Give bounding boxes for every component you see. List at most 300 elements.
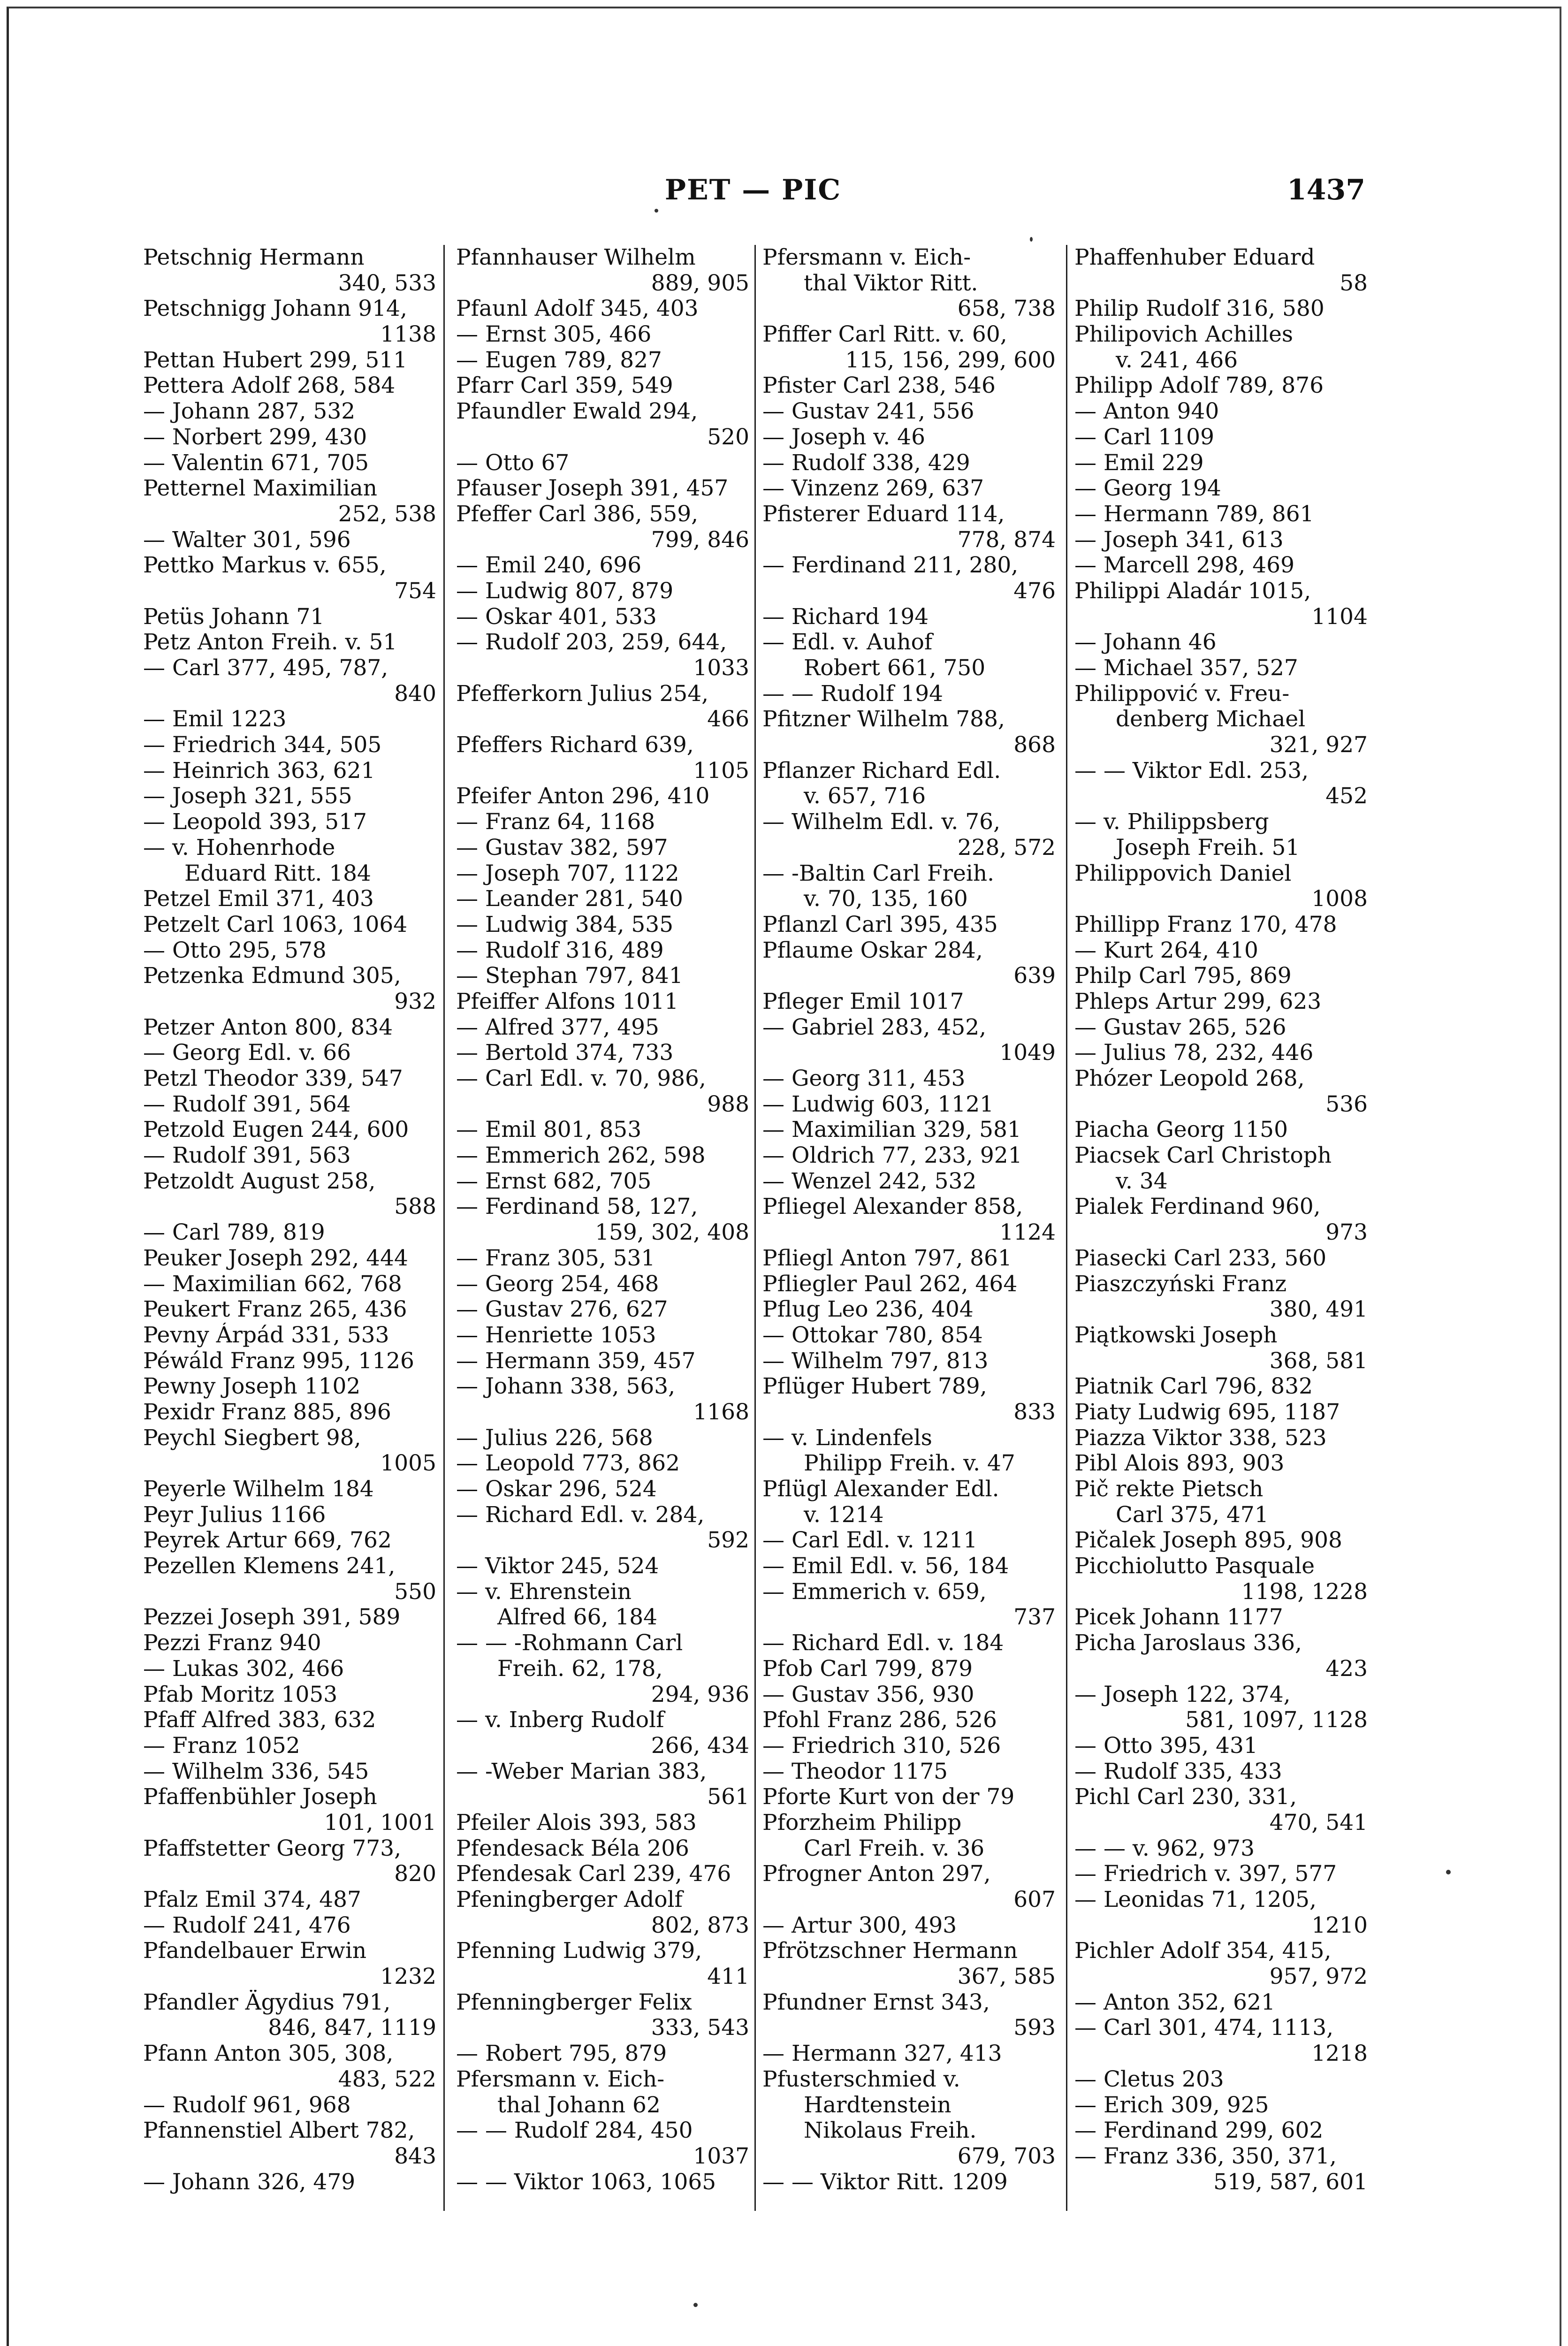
index-entry: 840 — [394, 681, 436, 707]
index-entry: — — Rudolf 284, 450 — [456, 2118, 693, 2144]
index-entry: 423 — [1325, 1656, 1368, 1682]
index-entry: Freih. 62, 178, — [497, 1656, 663, 1682]
index-entry: Eduard Ritt. 184 — [184, 861, 371, 886]
index-entry: — -Baltin Carl Freih. — [762, 861, 995, 886]
index-entry: Phózer Leopold 268, — [1074, 1066, 1305, 1091]
index-entry: — Ludwig 807, 879 — [456, 578, 674, 604]
print-speck — [693, 2303, 698, 2307]
index-entry: 550 — [394, 1579, 436, 1605]
index-entry: 294, 936 — [651, 1682, 749, 1707]
index-entry: v. 657, 716 — [804, 784, 926, 809]
index-entry: — Ferdinand 211, 280, — [762, 553, 1019, 579]
index-entry: Pexidr Franz 885, 896 — [143, 1399, 391, 1425]
index-entry: Pfaundler Ewald 294, — [456, 399, 698, 425]
index-entry: Pfeffers Richard 639, — [456, 732, 694, 758]
index-entry: — Johann 338, 563, — [456, 1374, 676, 1400]
index-entry: Petz Anton Freih. v. 51 — [143, 630, 397, 655]
index-entry: — Kurt 264, 410 — [1074, 937, 1258, 963]
index-entry: 1218 — [1311, 2041, 1368, 2067]
index-entry: — Georg 311, 453 — [762, 1066, 966, 1091]
index-entry: Petschnigg Johann 914, — [143, 296, 407, 322]
index-entry: Pfliegl Anton 797, 861 — [762, 1245, 1012, 1271]
index-entry: 973 — [1325, 1220, 1368, 1246]
index-entry: — Emil Edl. v. 56, 184 — [762, 1554, 1009, 1579]
index-entry: Pezellen Klemens 241, — [143, 1554, 396, 1579]
index-entry: Picek Johann 1177 — [1074, 1605, 1283, 1630]
index-entry: Pettera Adolf 268, 584 — [143, 373, 396, 399]
index-entry: 252, 538 — [338, 501, 436, 527]
index-entry: — Julius 226, 568 — [456, 1425, 653, 1451]
index-entry: Pfefferkorn Julius 254, — [456, 681, 709, 707]
index-entry: Pfitzner Wilhelm 788, — [762, 707, 1005, 732]
index-entry: — — Rudolf 194 — [762, 681, 943, 707]
index-entry: 1138 — [380, 322, 436, 348]
index-entry: Pfandelbauer Erwin — [143, 1938, 367, 1964]
index-entry: 846, 847, 1119 — [268, 2015, 436, 2041]
index-entry: — Johann 326, 479 — [143, 2169, 356, 2195]
index-entry: Petüs Johann 71 — [143, 604, 325, 630]
index-entry: 592 — [707, 1528, 749, 1554]
index-entry: v. 1214 — [804, 1502, 884, 1528]
index-entry: — Rudolf 316, 489 — [456, 937, 664, 963]
index-entry: Pichl Carl 230, 331, — [1074, 1784, 1297, 1810]
index-entry: — — v. 962, 973 — [1074, 1836, 1255, 1861]
index-entry: — Wilhelm Edl. v. 76, — [762, 809, 1001, 835]
index-entry: Pfaunl Adolf 345, 403 — [456, 296, 699, 322]
index-entry: 843 — [394, 2143, 436, 2169]
index-entry: — Joseph 707, 1122 — [456, 861, 679, 886]
index-entry: 340, 533 — [338, 270, 436, 296]
index-entry: Pfeningberger Adolf — [456, 1887, 683, 1912]
index-entry: — Emil 229 — [1074, 450, 1204, 476]
index-entry: Pfann Anton 305, 308, — [143, 2041, 394, 2067]
index-entry: — — -Rohmann Carl — [456, 1630, 683, 1656]
index-entry: Piasecki Carl 233, 560 — [1074, 1245, 1327, 1271]
index-entry: — — Viktor Edl. 253, — [1074, 758, 1309, 784]
index-entry: — Hermann 359, 457 — [456, 1348, 696, 1374]
index-entry: 889, 905 — [651, 270, 749, 296]
index-entry: 1232 — [380, 1964, 436, 1990]
index-entry: Piatnik Carl 796, 832 — [1074, 1374, 1313, 1400]
index-entry: Pezzi Franz 940 — [143, 1630, 321, 1656]
index-entry: Philippović v. Freu- — [1074, 681, 1290, 707]
index-entry: 957, 972 — [1269, 1964, 1368, 1990]
index-entry: — Georg 194 — [1074, 476, 1221, 502]
index-entry: Phillipp Franz 170, 478 — [1074, 912, 1337, 937]
index-entry: Pflaume Oskar 284, — [762, 937, 983, 963]
index-entry: Picchiolutto Pasquale — [1074, 1554, 1315, 1579]
index-column-4 — [1074, 245, 1368, 2195]
index-entry: 520 — [707, 424, 749, 450]
index-entry: 679, 703 — [957, 2143, 1056, 2169]
index-entry: Petzold Eugen 244, 600 — [143, 1117, 409, 1143]
index-entry: v. 241, 466 — [1116, 347, 1238, 373]
index-entry: — Joseph 341, 613 — [1074, 527, 1284, 553]
index-entry: Pfendesack Béla 206 — [456, 1836, 689, 1861]
index-entry: — Eugen 789, 827 — [456, 347, 662, 373]
index-entry: Pfisterer Eduard 114, — [762, 501, 1005, 527]
index-entry: — Wilhelm 336, 545 — [143, 1759, 369, 1784]
index-entry: — Gustav 265, 526 — [1074, 1014, 1286, 1040]
index-entry: Péwáld Franz 995, 1126 — [143, 1348, 414, 1374]
index-entry: Petzl Theodor 339, 547 — [143, 1066, 403, 1091]
index-entry: Peyrek Artur 669, 762 — [143, 1528, 392, 1554]
index-entry: 607 — [1013, 1887, 1056, 1912]
index-entry: Petzel Emil 371, 403 — [143, 886, 374, 912]
index-entry: Pfrötzschner Hermann — [762, 1938, 1018, 1964]
index-entry: — Rudolf 391, 563 — [143, 1143, 351, 1169]
index-entry: Carl Freih. v. 36 — [804, 1836, 985, 1861]
index-entry: — Joseph 122, 374, — [1074, 1682, 1291, 1707]
index-entry: Pichler Adolf 354, 415, — [1074, 1938, 1332, 1964]
index-entry: Pfalz Emil 374, 487 — [143, 1887, 361, 1912]
index-entry: — Carl 1109 — [1074, 424, 1214, 450]
index-entry: Piazza Viktor 338, 523 — [1074, 1425, 1327, 1451]
index-entry: Philp Carl 795, 869 — [1074, 963, 1292, 989]
page-header — [141, 174, 1365, 216]
index-entry: 228, 572 — [957, 835, 1056, 861]
index-entry: Pfeifer Anton 296, 410 — [456, 784, 710, 809]
index-entry: Petzelt Carl 1063, 1064 — [143, 912, 408, 937]
column-rule — [1066, 245, 1067, 2211]
index-entry: 1033 — [693, 655, 749, 681]
index-entry: — Ernst 682, 705 — [456, 1168, 652, 1194]
index-entry: Pfleger Emil 1017 — [762, 989, 964, 1014]
index-entry: — Ernst 305, 466 — [456, 322, 652, 348]
index-entry: — Rudolf 335, 433 — [1074, 1759, 1282, 1784]
index-entry: — Robert 795, 879 — [456, 2041, 667, 2067]
index-entry: 1105 — [693, 758, 749, 784]
index-entry: 476 — [1013, 578, 1056, 604]
index-entry: — Michael 357, 527 — [1074, 655, 1298, 681]
index-entry: — Julius 78, 232, 446 — [1074, 1040, 1314, 1066]
index-entry: Pfliegler Paul 262, 464 — [762, 1271, 1018, 1297]
index-entry: Pflüger Hubert 789, — [762, 1374, 987, 1400]
index-entry: Pfeffer Carl 386, 559, — [456, 501, 699, 527]
index-entry: — Rudolf 391, 564 — [143, 1091, 351, 1117]
index-entry: 1124 — [999, 1220, 1056, 1246]
index-entry: — Valentin 671, 705 — [143, 450, 369, 476]
index-entry: 367, 585 — [957, 1964, 1056, 1990]
index-entry: 833 — [1013, 1399, 1056, 1425]
index-entry: 820 — [394, 1861, 436, 1887]
index-entry: — Richard 194 — [762, 604, 929, 630]
index-entry: — Ludwig 603, 1121 — [762, 1091, 994, 1117]
index-entry: — Artur 300, 493 — [762, 1912, 957, 1938]
index-entry: — Cletus 203 — [1074, 2066, 1224, 2092]
index-entry: 593 — [1013, 2015, 1056, 2041]
index-entry: 868 — [1013, 732, 1056, 758]
index-entry: — Edl. v. Auhof — [762, 630, 933, 655]
index-entry: — v. Inberg Rudolf — [456, 1707, 664, 1733]
index-entry: Petzoldt August 258, — [143, 1168, 376, 1194]
index-entry: 561 — [707, 1784, 749, 1810]
index-entry: — Viktor 245, 524 — [456, 1554, 659, 1579]
index-entry: Pfendesak Carl 239, 476 — [456, 1861, 731, 1887]
index-entry: — Marcell 298, 469 — [1074, 553, 1294, 579]
index-entry: — Oskar 296, 524 — [456, 1477, 657, 1502]
index-entry: — Joseph v. 46 — [762, 424, 925, 450]
index-entry: — Rudolf 338, 429 — [762, 450, 970, 476]
index-entry: Picha Jaroslaus 336, — [1074, 1630, 1302, 1656]
index-entry: — Ferdinand 58, 127, — [456, 1194, 698, 1220]
index-entry: Robert 661, 750 — [804, 655, 986, 681]
index-entry: — Otto 295, 578 — [143, 937, 327, 963]
index-entry: — Maximilian 662, 768 — [143, 1271, 402, 1297]
index-entry: 1198, 1228 — [1241, 1579, 1368, 1605]
index-entry: 380, 491 — [1269, 1297, 1368, 1323]
index-entry: Peukert Franz 265, 436 — [143, 1297, 407, 1323]
index-entry: — Oskar 401, 533 — [456, 604, 657, 630]
index-entry: Pibl Alois 893, 903 — [1074, 1451, 1285, 1477]
index-entry: — v. Ehrenstein — [456, 1579, 632, 1605]
index-entry: — Georg Edl. v. 66 — [143, 1040, 351, 1066]
index-entry: — Richard Edl. v. 184 — [762, 1630, 1004, 1656]
index-entry: — Gustav 382, 597 — [456, 835, 668, 861]
print-speck — [1446, 1870, 1451, 1874]
index-entry: — Friedrich 310, 526 — [762, 1733, 1001, 1759]
index-entry: Pfarr Carl 359, 549 — [456, 373, 673, 399]
index-entry: Pfister Carl 238, 546 — [762, 373, 996, 399]
index-entry: 1005 — [380, 1451, 436, 1477]
index-entry: — Norbert 299, 430 — [143, 424, 367, 450]
index-entry: — Hermann 327, 413 — [762, 2041, 1002, 2067]
index-entry: Pforzheim Philipp — [762, 1810, 962, 1836]
index-entry: 483, 522 — [338, 2066, 436, 2092]
index-entry: — Anton 352, 621 — [1074, 1989, 1275, 2015]
index-entry: Pialek Ferdinand 960, — [1074, 1194, 1321, 1220]
index-entry: Pettko Markus v. 655, — [143, 553, 387, 579]
index-entry: Alfred 66, 184 — [497, 1605, 658, 1630]
index-entry: — Heinrich 363, 621 — [143, 758, 375, 784]
index-entry: v. 70, 135, 160 — [804, 886, 968, 912]
index-entry: Philippovich Daniel — [1074, 861, 1292, 886]
index-entry: 519, 587, 601 — [1213, 2169, 1368, 2195]
index-entry: Pfohl Franz 286, 526 — [762, 1707, 997, 1733]
index-entry: — Emmerich 262, 598 — [456, 1143, 706, 1169]
index-entry: Peychl Siegbert 98, — [143, 1425, 361, 1451]
index-entry: Pfrogner Anton 297, — [762, 1861, 991, 1887]
index-entry: — Rudolf 241, 476 — [143, 1912, 351, 1938]
index-entry: Peyerle Wilhelm 184 — [143, 1477, 374, 1502]
index-entry: Nikolaus Freih. — [804, 2118, 977, 2144]
index-entry: — Carl 377, 495, 787, — [143, 655, 388, 681]
index-entry: Philipp Adolf 789, 876 — [1074, 373, 1324, 399]
index-entry: — Emil 240, 696 — [456, 553, 642, 579]
index-entry: — Leopold 393, 517 — [143, 809, 367, 835]
index-entry: Pfundner Ernst 343, — [762, 1989, 990, 2015]
index-entry: 368, 581 — [1269, 1348, 1368, 1374]
index-entry: 470, 541 — [1269, 1810, 1368, 1836]
index-entry: — Lukas 302, 466 — [143, 1656, 344, 1682]
index-entry: 988 — [707, 1091, 749, 1117]
index-entry: — Leander 281, 540 — [456, 886, 683, 912]
print-speck — [1030, 237, 1033, 242]
index-entry: — Oldrich 77, 233, 921 — [762, 1143, 1022, 1169]
index-entry: — Theodor 1175 — [762, 1759, 948, 1784]
index-entry: Piaszczyński Franz — [1074, 1271, 1287, 1297]
index-entry: Petzer Anton 800, 834 — [143, 1014, 393, 1040]
index-entry: Pičalek Joseph 895, 908 — [1074, 1528, 1342, 1554]
index-entry: Joseph Freih. 51 — [1116, 835, 1300, 861]
index-entry: 658, 738 — [957, 296, 1056, 322]
index-entry: Pfaffenbühler Joseph — [143, 1784, 377, 1810]
index-entry: — Georg 254, 468 — [456, 1271, 659, 1297]
index-entry: 266, 434 — [651, 1733, 749, 1759]
index-entry: Pfab Moritz 1053 — [143, 1682, 338, 1707]
index-entry: — Walter 301, 596 — [143, 527, 351, 553]
index-entry: 737 — [1013, 1605, 1056, 1630]
index-entry: Pfenningberger Felix — [456, 1989, 692, 2015]
index-entry: — — Viktor 1063, 1065 — [456, 2169, 716, 2195]
index-entry: Pfenning Ludwig 379, — [456, 1938, 702, 1964]
index-entry: Pfauser Joseph 391, 457 — [456, 476, 729, 502]
index-entry: Pevny Árpád 331, 533 — [143, 1322, 389, 1348]
index-entry: Pettan Hubert 299, 511 — [143, 347, 408, 373]
index-entry: Petternel Maximilian — [143, 476, 378, 502]
index-entry: 932 — [394, 989, 436, 1014]
index-entry: — -Weber Marian 383, — [456, 1759, 707, 1784]
index-entry: Pfandler Ägydius 791, — [143, 1989, 391, 2015]
index-entry: Philipp Freih. v. 47 — [804, 1451, 1015, 1477]
index-entry: Pfersmann v. Eich- — [456, 2066, 665, 2092]
index-entry: — Emmerich v. 659, — [762, 1579, 987, 1605]
index-entry: — Bertold 374, 733 — [456, 1040, 674, 1066]
index-entry: Phleps Artur 299, 623 — [1074, 989, 1322, 1014]
index-entry: — Leopold 773, 862 — [456, 1451, 680, 1477]
column-rule — [754, 245, 756, 2211]
index-entry: 58 — [1340, 270, 1368, 296]
index-entry: — Ferdinand 299, 602 — [1074, 2118, 1324, 2144]
index-entry: 1210 — [1311, 1912, 1368, 1938]
index-entry: 115, 156, 299, 600 — [845, 347, 1056, 373]
index-entry: — — Viktor Ritt. 1209 — [762, 2169, 1008, 2195]
index-entry: — Franz 305, 531 — [456, 1245, 655, 1271]
index-entry: Pfliegel Alexander 858, — [762, 1194, 1023, 1220]
index-entry: — Johann 287, 532 — [143, 399, 356, 425]
index-entry: 321, 927 — [1269, 732, 1368, 758]
index-entry: — Ottokar 780, 854 — [762, 1322, 983, 1348]
index-entry: — v. Lindenfels — [762, 1425, 932, 1451]
index-entry: denberg Michael — [1116, 707, 1306, 732]
index-entry: Piaty Ludwig 695, 1187 — [1074, 1399, 1340, 1425]
index-entry: 778, 874 — [957, 527, 1056, 553]
index-entry: Philipovich Achilles — [1074, 322, 1294, 348]
index-entry: Piacha Georg 1150 — [1074, 1117, 1288, 1143]
index-entry: — Franz 1052 — [143, 1733, 300, 1759]
index-entry: — Maximilian 329, 581 — [762, 1117, 1021, 1143]
index-entry: Pfannenstiel Albert 782, — [143, 2118, 415, 2144]
index-entry: — Gustav 241, 556 — [762, 399, 974, 425]
index-entry: — Wenzel 242, 532 — [762, 1168, 977, 1194]
index-entry: — Friedrich v. 397, 577 — [1074, 1861, 1337, 1887]
index-entry: — Gustav 356, 930 — [762, 1682, 974, 1707]
index-entry: 1104 — [1311, 604, 1368, 630]
index-entry: thal Johann 62 — [497, 2092, 661, 2118]
index-entry: — Ludwig 384, 535 — [456, 912, 674, 937]
index-entry: — Stephan 797, 841 — [456, 963, 683, 989]
index-entry: Philippi Aladár 1015, — [1074, 578, 1311, 604]
index-entry: 581, 1097, 1128 — [1185, 1707, 1368, 1733]
index-entry: — v. Philippsberg — [1074, 809, 1269, 835]
index-entry: — Gabriel 283, 452, — [762, 1014, 987, 1040]
index-entry: Pforte Kurt von der 79 — [762, 1784, 1015, 1810]
index-entry: 639 — [1013, 963, 1056, 989]
index-entry: 799, 846 — [651, 527, 749, 553]
index-entry: 452 — [1325, 784, 1368, 809]
index-entry: Pfeiler Alois 393, 583 — [456, 1810, 697, 1836]
index-entry: — v. Hohenrhode — [143, 835, 335, 861]
index-entry: 466 — [707, 707, 749, 732]
index-entry: — Anton 940 — [1074, 399, 1219, 425]
index-entry: Petzenka Edmund 305, — [143, 963, 401, 989]
index-entry: — Otto 395, 431 — [1074, 1733, 1258, 1759]
index-entry: Peyr Julius 1166 — [143, 1502, 326, 1528]
index-entry: Pezzei Joseph 391, 589 — [143, 1605, 401, 1630]
index-entry: — Carl 301, 474, 1113, — [1074, 2015, 1334, 2041]
index-entry: Petschnig Hermann — [143, 245, 365, 270]
index-entry: Hardtenstein — [804, 2092, 951, 2118]
index-entry: Carl 375, 471 — [1116, 1502, 1269, 1528]
index-entry: 588 — [394, 1194, 436, 1220]
index-entry: Pewny Joseph 1102 — [143, 1374, 361, 1400]
index-column-3 — [762, 245, 1056, 2195]
index-entry: 1168 — [693, 1399, 749, 1425]
index-entry: 159, 302, 408 — [595, 1220, 749, 1246]
index-entry: Pfaffstetter Georg 773, — [143, 1836, 402, 1861]
index-entry: 333, 543 — [651, 2015, 749, 2041]
print-speck — [655, 209, 658, 213]
running-head: PET — PIC — [664, 174, 842, 206]
index-entry: Pfob Carl 799, 879 — [762, 1656, 973, 1682]
index-entry: 1037 — [693, 2143, 749, 2169]
index-entry: — Johann 46 — [1074, 630, 1217, 655]
index-entry: — Rudolf 203, 259, 644, — [456, 630, 727, 655]
index-entry: — Emil 801, 853 — [456, 1117, 642, 1143]
page-number: 1437 — [1287, 174, 1365, 206]
index-entry: — Otto 67 — [456, 450, 570, 476]
index-entry: — Joseph 321, 555 — [143, 784, 352, 809]
index-entry: Pflügl Alexander Edl. — [762, 1477, 999, 1502]
index-entry: — Hermann 789, 861 — [1074, 501, 1314, 527]
index-entry: 1008 — [1311, 886, 1368, 912]
index-entry: Pfeiffer Alfons 1011 — [456, 989, 679, 1014]
index-entry: — Friedrich 344, 505 — [143, 732, 382, 758]
index-entry: thal Viktor Ritt. — [804, 270, 978, 296]
index-entry: — Wilhelm 797, 813 — [762, 1348, 989, 1374]
index-entry: Pflanzl Carl 395, 435 — [762, 912, 998, 937]
index-entry: Pfersmann v. Eich- — [762, 245, 971, 270]
index-entry: Pfaff Alfred 383, 632 — [143, 1707, 376, 1733]
column-rule — [443, 245, 445, 2211]
index-entry: — Gustav 276, 627 — [456, 1297, 668, 1323]
index-entry: 536 — [1325, 1091, 1368, 1117]
index-entry: — Rudolf 961, 968 — [143, 2092, 351, 2118]
index-entry: 1049 — [999, 1040, 1056, 1066]
index-entry: Phaffenhuber Eduard — [1074, 245, 1315, 270]
index-entry: — Carl Edl. v. 1211 — [762, 1528, 978, 1554]
index-entry: 101, 1001 — [324, 1810, 436, 1836]
index-entry: Pflug Leo 236, 404 — [762, 1297, 974, 1323]
index-entry: Pič rekte Pietsch — [1074, 1477, 1264, 1502]
index-entry: — Carl Edl. v. 70, 986, — [456, 1066, 706, 1091]
index-entry: 411 — [707, 1964, 749, 1990]
index-entry: Pflanzer Richard Edl. — [762, 758, 1001, 784]
index-entry: — Emil 1223 — [143, 707, 287, 732]
index-entry: 802, 873 — [651, 1912, 749, 1938]
index-entry: — Franz 64, 1168 — [456, 809, 655, 835]
index-entry: Piacsek Carl Christoph — [1074, 1143, 1332, 1169]
